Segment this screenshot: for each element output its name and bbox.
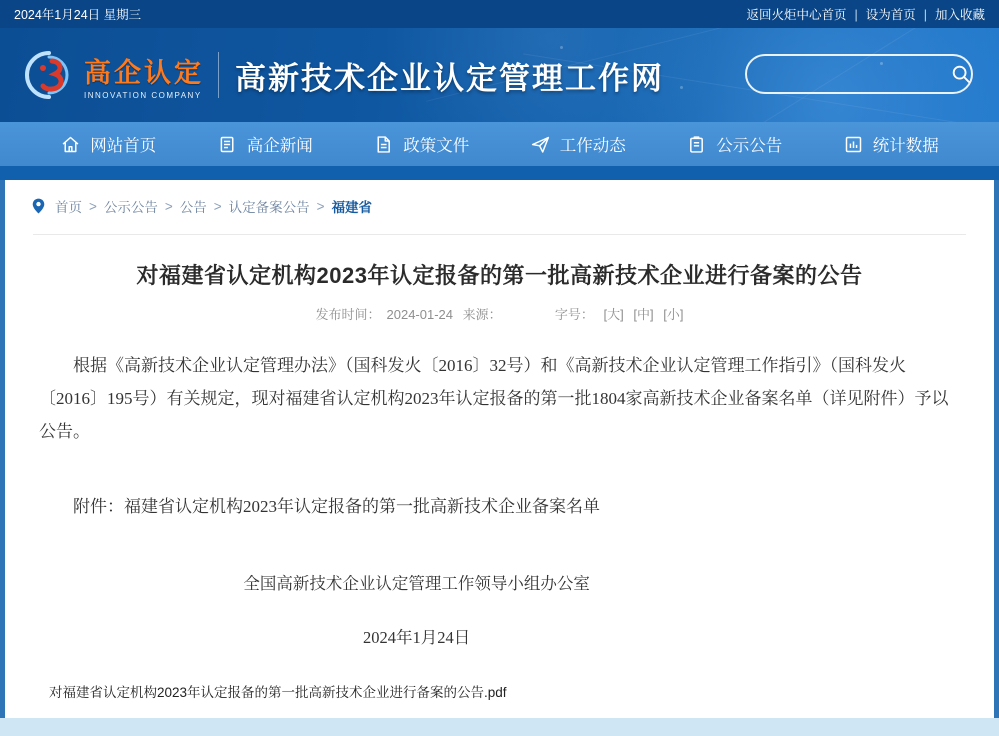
breadcrumb-separator: >: [164, 198, 173, 214]
topbar: [0, 0, 999, 28]
logo-swirl-icon: [22, 48, 76, 102]
article-meta: [39, 304, 960, 323]
breadcrumb-notice[interactable]: 公告: [179, 200, 207, 215]
breadcrumb-home[interactable]: 首页: [55, 200, 82, 215]
breadcrumb-separator: >: [89, 198, 97, 214]
breadcrumb: [5, 180, 994, 226]
topbar-date: 2024年1月24日 星期三: [14, 8, 142, 22]
search-icon: [950, 63, 972, 85]
link-set-homepage[interactable]: 设为首页: [865, 8, 916, 22]
location-pin-icon: [31, 198, 46, 215]
nav-item-statistics[interactable]: [833, 122, 949, 166]
nav-item-label: 统计数据: [872, 137, 939, 155]
nav-item-work-updates[interactable]: [520, 122, 636, 166]
breadcrumb-fujian[interactable]: 福建省: [331, 200, 373, 215]
signature-block: [39, 568, 794, 654]
attachment-line: 附件：福建省认定机构2023年认定报备的第一批高新技术企业备案名单: [73, 497, 600, 517]
breadcrumb-announcements[interactable]: 公示公告: [103, 200, 158, 215]
publish-date: 2024-01-24: [386, 307, 454, 322]
fontsize-label: 字号：: [554, 307, 594, 322]
nav-item-news[interactable]: [207, 122, 323, 166]
signature: 全国高新技术企业认定管理工作领导小组办公室: [243, 573, 590, 593]
news-icon: [217, 134, 238, 155]
logo-text: [84, 51, 204, 100]
fontsize-medium-button[interactable]: [中]: [633, 307, 654, 322]
home-icon: [60, 134, 81, 155]
search-box[interactable]: [745, 54, 973, 94]
search-input[interactable]: [747, 66, 950, 82]
article-body: [39, 349, 960, 708]
logo-brand: 高企认定: [84, 57, 204, 88]
nav-item-policy[interactable]: [363, 122, 479, 166]
publish-time-label: 发布时间：: [315, 307, 381, 322]
site-title: 高新技术企业认定管理工作网: [235, 60, 664, 96]
article-title: 对福建省认定机构2023年认定报备的第一批高新技术企业进行备案的公告: [136, 263, 863, 288]
network-pattern: [680, 86, 683, 89]
bar-chart-icon: [843, 134, 864, 155]
signature-date: 2024年1月24日: [362, 627, 471, 647]
header-divider: [218, 52, 219, 98]
nav-item-label: 高企新闻: [246, 137, 313, 155]
link-torch-center-home[interactable]: 返回火炬中心首页: [746, 8, 847, 22]
fontsize-small-button[interactable]: [小]: [663, 307, 684, 322]
site-logo[interactable]: [22, 48, 204, 102]
site-header: [0, 28, 999, 122]
logo-brand-sub: INNOVATION COMPANY: [84, 90, 202, 100]
source-label: 来源：: [462, 307, 502, 322]
breadcrumb-separator: >: [213, 198, 222, 214]
separator: |: [854, 8, 858, 22]
header-bottom-strip: [0, 166, 999, 180]
breadcrumb-separator: >: [316, 198, 325, 214]
main-nav: [0, 122, 999, 166]
content-panel: [5, 180, 994, 718]
attachment-pdf-link[interactable]: 对福建省认定机构2023年认定报备的第一批高新技术企业进行备案的公告.pdf: [49, 684, 507, 700]
nav-item-label: 工作动态: [559, 137, 626, 155]
nav-item-home[interactable]: [50, 122, 166, 166]
paper-plane-icon: [530, 134, 551, 155]
breadcrumb-divider: [33, 234, 966, 235]
fontsize-large-button[interactable]: [大]: [603, 307, 624, 322]
article-paragraph: 根据《高新技术企业认定管理办法》（国科发火〔2016〕32号）和《高新技术企业认定管理工作指引》（国科发火〔2016〕195号）有关规定，现对福建省认定机构2023年认定报备的第一批1804家高新技术企业备案名单（详见附件）予以公告。: [39, 356, 949, 442]
content-frame: [0, 180, 999, 718]
nav-item-label: 网站首页: [90, 137, 157, 155]
link-add-favorites[interactable]: 加入收藏: [934, 8, 985, 22]
nav-item-label: 公示公告: [716, 137, 783, 155]
breadcrumb-record-notices[interactable]: 认定备案公告: [228, 200, 310, 215]
nav-item-announcements[interactable]: [676, 122, 792, 166]
nav-item-label: 政策文件: [403, 137, 470, 155]
clipboard-icon: [686, 134, 707, 155]
network-pattern: [560, 46, 563, 49]
search-button[interactable]: [950, 56, 972, 92]
article: [5, 259, 994, 708]
policy-file-icon: [373, 134, 394, 155]
topbar-links: [746, 5, 985, 23]
separator: |: [923, 8, 927, 22]
page-bottom-strip: [0, 718, 999, 736]
